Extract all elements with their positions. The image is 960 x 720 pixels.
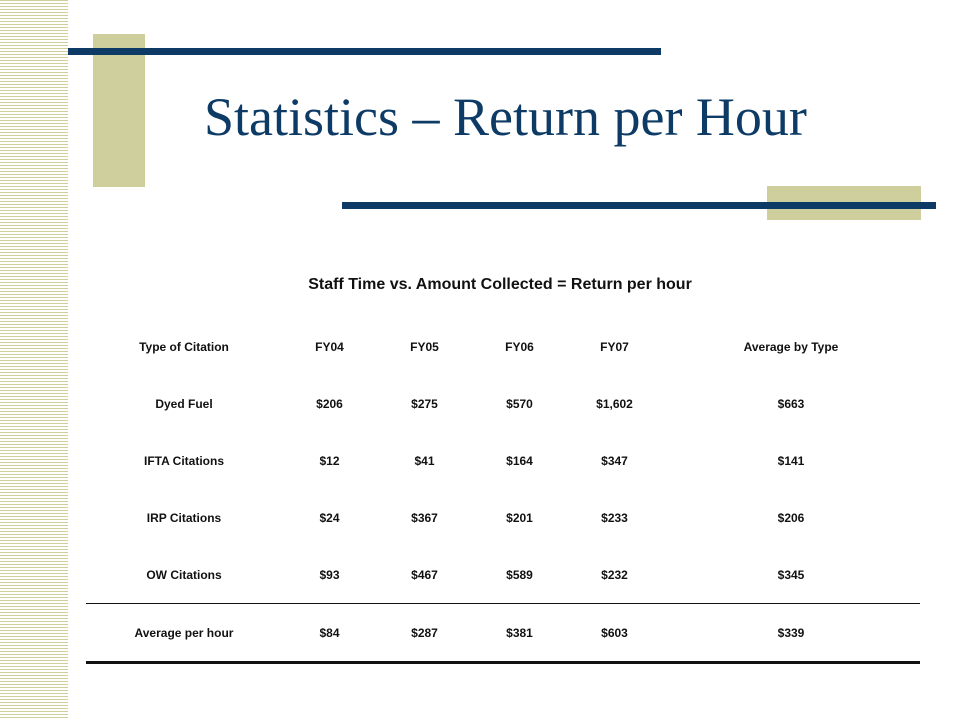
cell-fy06: $589	[472, 546, 567, 604]
cell-type: IRP Citations	[146, 510, 222, 525]
cell-fy07: $232	[567, 546, 662, 604]
table-caption: Staff Time vs. Amount Collected = Return per hour	[308, 276, 692, 293]
cell-fy04: $12	[319, 453, 340, 468]
cell-fy06: $164	[506, 453, 533, 468]
header-fy04: FY04	[315, 339, 344, 354]
cell-fy05: $367	[411, 510, 438, 525]
table-row	[86, 432, 920, 489]
table-row	[86, 546, 920, 604]
cell-average: $206	[777, 510, 805, 525]
header-fy07: FY07	[600, 339, 629, 354]
table-header-row	[86, 318, 920, 375]
header-fy05: FY05	[410, 339, 439, 354]
summary-average: $339	[662, 604, 920, 663]
cell-type: IFTA Citations	[144, 453, 224, 468]
cell-fy04: $93	[282, 546, 377, 604]
decorative-line-top	[68, 48, 661, 55]
cell-fy07: $1,602	[596, 396, 633, 411]
cell-fy06: $201	[506, 510, 533, 525]
cell-fy04: $206	[316, 396, 343, 411]
cell-fy04: $24	[319, 510, 340, 525]
summary-label: Average per hour	[86, 604, 282, 663]
header-type: Type of Citation	[139, 339, 229, 354]
summary-fy06: $381	[472, 604, 567, 663]
table-row	[86, 489, 920, 546]
return-per-hour-table	[86, 318, 920, 664]
cell-type: Dyed Fuel	[155, 396, 213, 411]
table-row	[86, 375, 920, 432]
cell-average: $345	[662, 546, 920, 604]
cell-fy06: $570	[506, 396, 533, 411]
decorative-block-left	[93, 34, 145, 187]
decorative-line-bottom	[342, 202, 936, 209]
summary-fy04: $84	[282, 604, 377, 663]
slide-title: Statistics – Return per Hour	[204, 87, 807, 147]
cell-average: $663	[777, 396, 805, 411]
side-stripe-decoration	[0, 0, 68, 720]
summary-fy05: $287	[377, 604, 472, 663]
header-fy06: FY06	[505, 339, 534, 354]
summary-fy07: $603	[567, 604, 662, 663]
summary-row	[86, 604, 920, 663]
header-average: Average by Type	[743, 339, 839, 354]
cell-fy05: $275	[411, 396, 438, 411]
cell-fy07: $347	[601, 453, 628, 468]
cell-fy05: $41	[414, 453, 435, 468]
cell-fy05: $467	[377, 546, 472, 604]
cell-average: $141	[777, 453, 805, 468]
cell-fy07: $233	[601, 510, 628, 525]
cell-type: OW Citations	[86, 546, 282, 604]
